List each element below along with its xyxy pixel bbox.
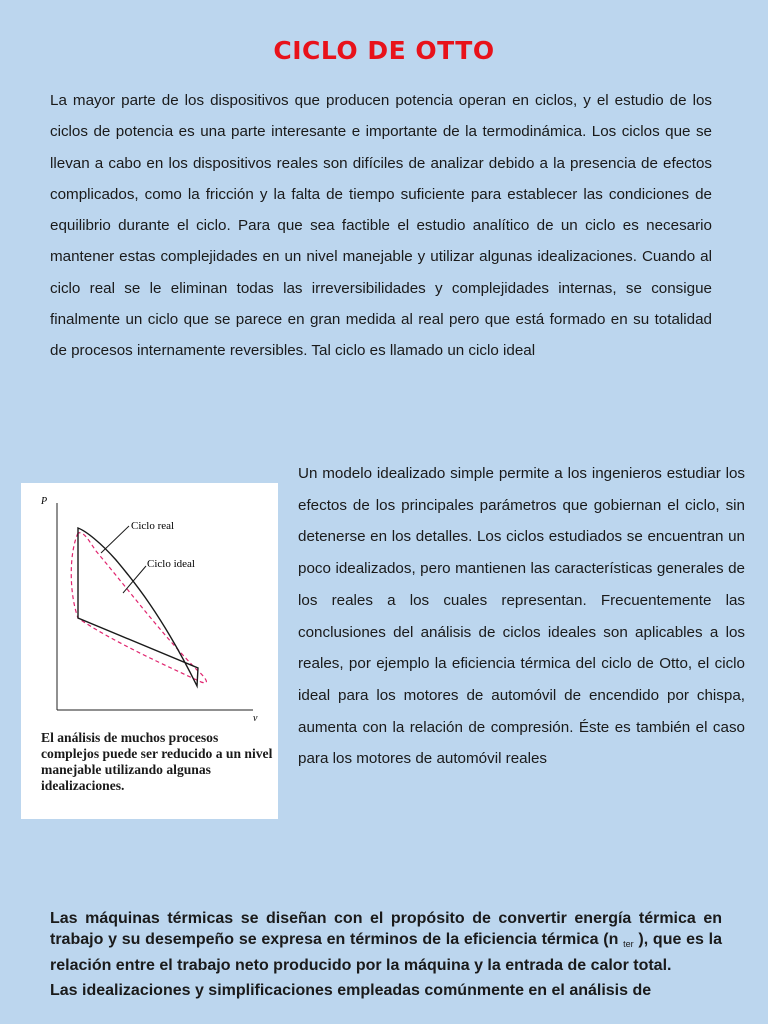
p-axis-label: P <box>41 496 48 507</box>
v-axis-label: v <box>253 713 258 723</box>
bottom-p1-after: ), que es la relación entre el trabajo neto producido por la máquina y la entrada de calor total. <box>50 931 723 974</box>
figure-caption: El análisis de muchos procesos complejos puede ser reducido a un nivel manejable utilizando algunas idealizaciones. <box>41 730 273 793</box>
bottom-section <box>50 908 722 1005</box>
real-cycle-label: Ciclo real <box>131 520 175 532</box>
ideal-cycle-label: Ciclo ideal <box>147 558 195 570</box>
bottom-paragraph-1 <box>50 908 722 976</box>
real-leader-line <box>101 526 129 553</box>
pv-diagram <box>21 483 278 723</box>
bottom-p1-before: Las máquinas térmicas se diseñan con el propósito de convertir energía térmica en trabajo y su desempeño se expresa en términos de la eficiencia térmica (n <box>50 910 722 948</box>
pv-diagram-figure <box>21 483 278 819</box>
side-paragraph: Un modelo idealizado simple permite a los ingenieros estudiar los efectos de los principales parámetros que gobiernan el ciclo, sin detenerse en los detalles. Los ciclos estudiados se encuentran un poco idealizados, pero mantienen las características generales de los reales a los cuales representan. Frecuentemente las conclusiones del análisis de ciclos ideales son aplicables a los reales, por ejemplo la eficiencia térmica del ciclo de Otto, el ciclo ideal para los motores de automóvil de encendido por chispa, aumenta con la relación de compresión. Éste es también el caso para los motores de automóvil reales <box>298 465 745 768</box>
page-title: CICLO DE OTTO <box>273 36 495 65</box>
bottom-paragraph-2: Las idealizaciones y simplificaciones empleadas comúnmente en el análisis de <box>50 982 652 999</box>
efficiency-subscript: ter <box>623 939 634 949</box>
ideal-cycle-curve <box>71 533 206 683</box>
ideal-leader-line <box>123 566 146 593</box>
intro-paragraph: La mayor parte de los dispositivos que producen potencia operan en ciclos, y el estudio de los ciclos de potencia es una parte interesante e importante de la termodinámica. Los ciclos que se llevan a cabo en los dispositivos reales son difíciles de analizar debido a la presencia de efectos complicados, como la fricción y la falta de tiempo suficiente para establecer las condiciones de equilibrio durante el ciclo. Para que sea factible el estudio analítico de un ciclo es necesario mantener estas complejidades en un nivel manejable y utilizar algunas idealizaciones. Cuando al ciclo real se le eliminan todas las irreversibilidades y complejidades internas, se consigue finalmente un ciclo que se parece en gran medida al real pero que está formado en su totalidad de procesos internamente reversibles. Tal ciclo es llamado un ciclo ideal <box>50 92 712 360</box>
